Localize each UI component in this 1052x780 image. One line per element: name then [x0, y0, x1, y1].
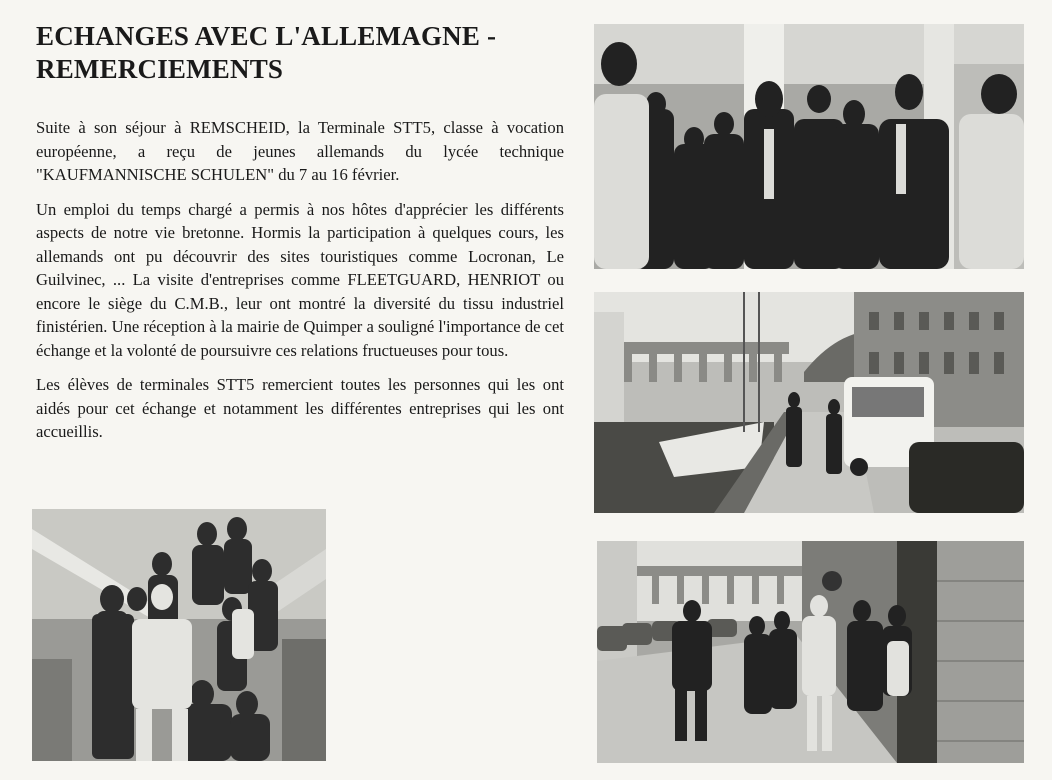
article-body — [36, 116, 564, 455]
paragraph-thanks: Les élèves de terminales STT5 remercient toutes les personnes qui les ont aidés pour cet échange et notamment les différentes entreprises qui les ont accueillis. — [36, 375, 564, 441]
group-photo-at-doorway — [594, 24, 1024, 269]
article-title-line-2: REMERCIEMENTS — [36, 54, 284, 84]
paragraph-program: Un emploi du temps chargé a permis à nos hôtes d'apprécier les différents aspects de notre vie bretonne. Hormis la participation à quelques cours, les allemands ont pu découvrir des sites touristiques comme Locronan, Le Guilvinec, ... La visite d'entreprises comme FLEETGUARD, HENRIOT ou encore le siège du C.M.B., leur ont montré la diversité du tissu industriel finistérien. Une réception à la mairie de Quimper a souligné l'importance de cet échange et la volonté de poursuivre ces relations fructueuses pour tous. — [36, 199, 564, 360]
group-photo-on-stairs — [32, 509, 326, 761]
street-with-viaduct-photo — [597, 541, 1024, 763]
harbour-with-viaduct-photo — [594, 292, 1024, 513]
paragraph-intro: Suite à son séjour à REMSCHEID, la Terminale STT5, classe à vocation européenne, a reçu de jeunes allemands du lycée technique "KAUFMANNISCHE SCHULEN" du 7 au 16 février. — [36, 118, 564, 184]
article-title — [36, 20, 576, 86]
article-title-line-1: ECHANGES AVEC L'ALLEMAGNE - — [36, 21, 497, 51]
